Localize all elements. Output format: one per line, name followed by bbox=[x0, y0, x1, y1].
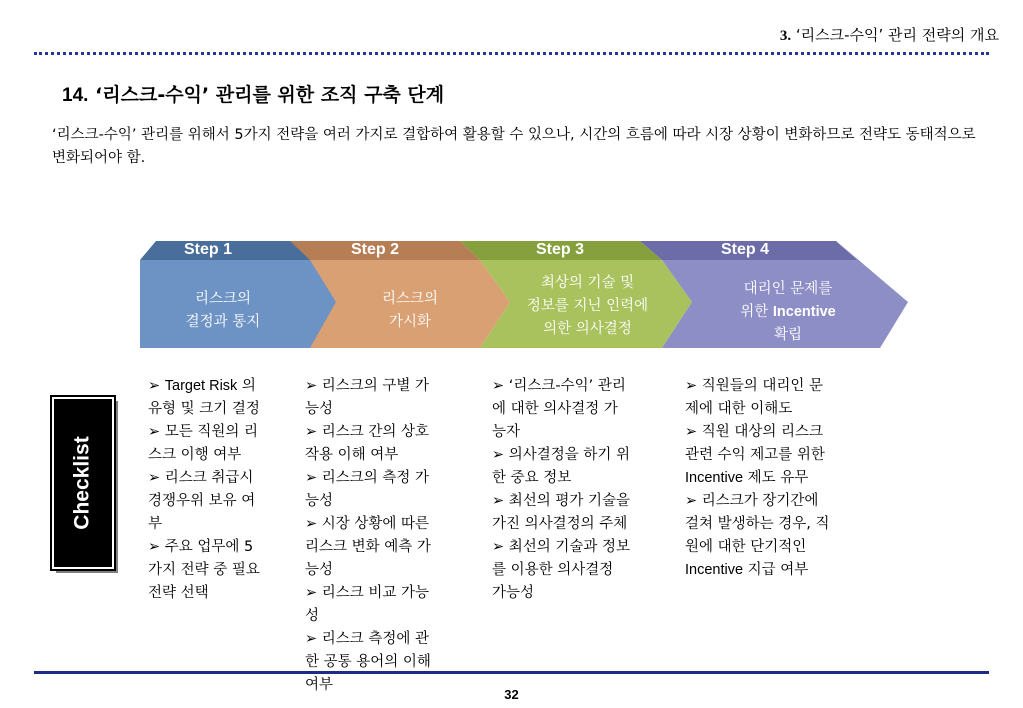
page-number: 32 bbox=[504, 687, 519, 702]
step-2-text: 리스크의 가시화 bbox=[381, 291, 439, 330]
step-4-text: 대리인 문제를 위한 Incentive 확립 bbox=[740, 281, 836, 343]
slide-number: 14. bbox=[62, 85, 89, 106]
section-title: ‘리스크-수익’ 관리 전략의 개요 bbox=[795, 26, 999, 44]
section-number: 3. bbox=[779, 28, 792, 44]
slide-title-text: ‘리스크-수익’ 관리를 위한 조직 구축 단계 bbox=[95, 84, 445, 106]
checklist-label: Checklist bbox=[71, 436, 94, 530]
step-1-text: 리스크의 결정과 통지 bbox=[185, 291, 261, 330]
checklist-step-3: ➢ ‘리스크-수익’ 관리 에 대한 의사결정 가 능자 ➢ 의사결정을 하기 위 한 중요 정보 ➢ 최선의 평가 기술을 가진 의사결정의 주체 ➢ 최선의 기술과 정보 를 이용한 의사결정 가능성 bbox=[492, 378, 631, 601]
checklist-step-4: ➢ 직원들의 대리인 문 제에 대한 이해도 ➢ 직원 대상의 리스크 관련 수익 제고를 위한 Incentive 제도 유무 ➢ 리스크가 장기간에 걸쳐 발생하는 경우, 직 원에 대한 단기적인 Incentive 지급 여부 bbox=[685, 378, 830, 578]
step-3-text: 최상의 기술 및 정보를 지닌 인력에 의한 의사결정 bbox=[526, 275, 649, 337]
step-1-label: Step 1 bbox=[183, 241, 232, 258]
checklist-label-box bbox=[52, 397, 114, 569]
checklist-step-2: ➢ 리스크의 구별 가 능성 ➢ 리스크 간의 상호 작용 이해 여부 ➢ 리스크의 측정 가 능성 ➢ 시장 상황에 따른 리스크 변화 예측 가 능성 ➢ 리스크 비교 가능 성 ➢ 리스크 측정에 관 한 공통 용어의 이해 여부 bbox=[305, 378, 431, 693]
step-2-label: Step 2 bbox=[350, 241, 399, 258]
intro-paragraph: ‘리스크-수익’ 관리를 위해서 5가지 전략을 여러 가지로 결합하여 활용할 수 있으나, 시간의 흐름에 따라 시장 상황이 변화하므로 전략도 동태적으로 변화되어야 함. bbox=[52, 127, 976, 166]
footer-divider bbox=[34, 671, 989, 674]
step-4-label: Step 4 bbox=[720, 241, 769, 258]
step-3-label: Step 3 bbox=[535, 241, 584, 258]
checklist-step-1: ➢ Target Risk 의 유형 및 크기 결정 ➢ 모든 직원의 리 스크 이행 여부 ➢ 리스크 취급시 경쟁우위 보유 여 부 ➢ 주요 업무에 5 가지 전략 중 필요 전략 선택 bbox=[148, 378, 260, 601]
